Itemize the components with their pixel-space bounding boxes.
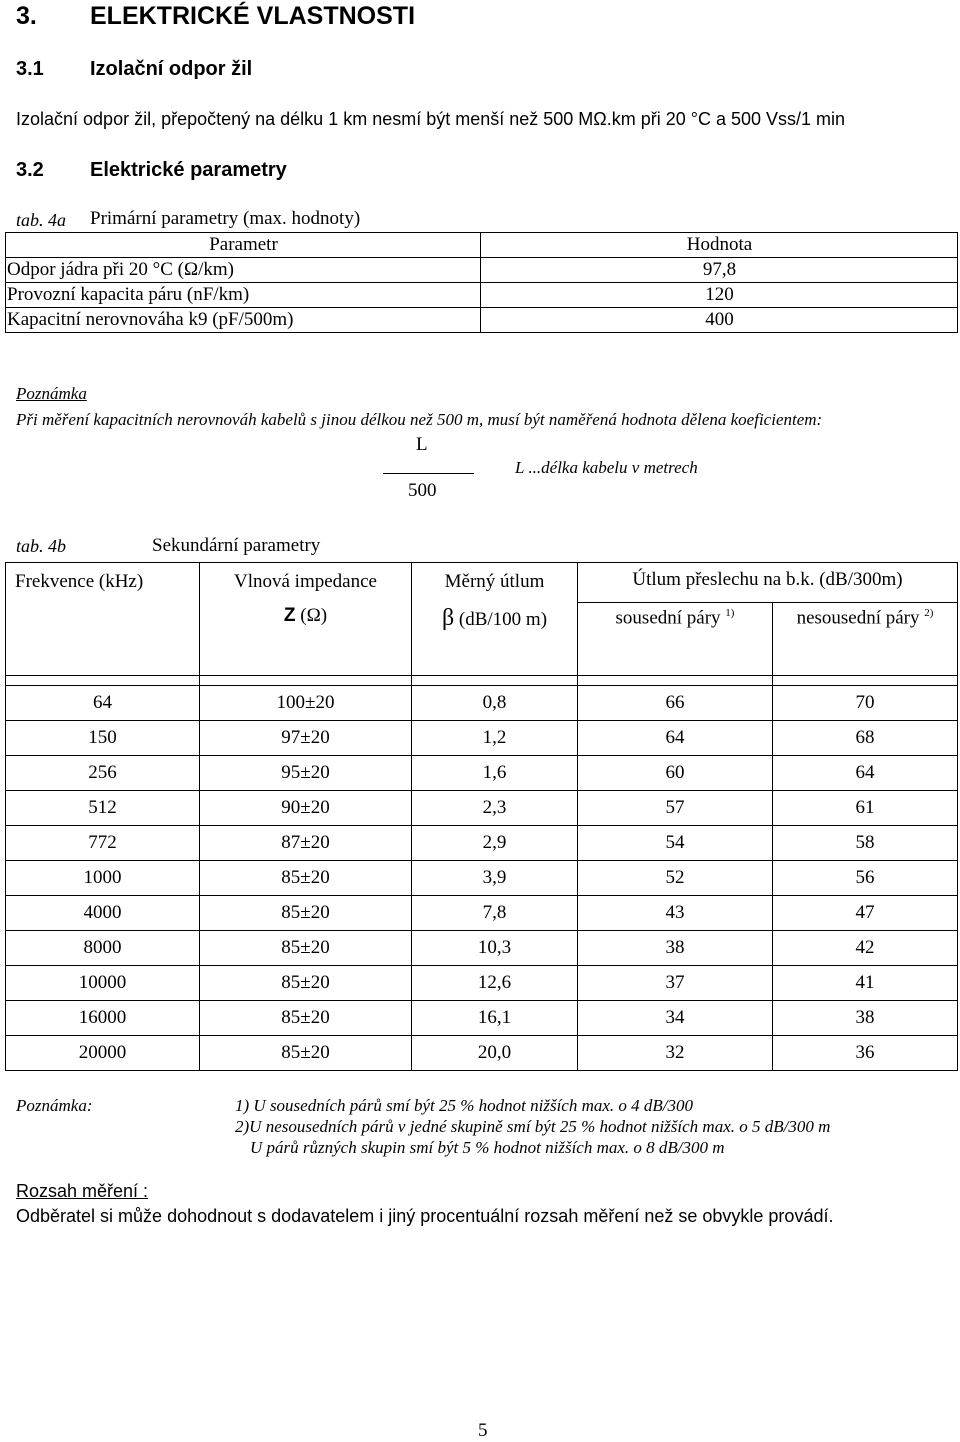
fraction-denominator: 500 [408,480,437,501]
frequency-cell: 4000 [6,896,200,931]
impedance-cell: 85±20 [200,896,412,931]
value-cell: 400 [481,308,958,333]
frequency-cell: 64 [6,686,200,721]
frequency-cell: 1000 [6,861,200,896]
value-cell: 120 [481,283,958,308]
impedance-cell: 85±20 [200,931,412,966]
attenuation-cell: 16,1 [412,1001,578,1036]
frequency-cell: 16000 [6,1001,200,1036]
attenuation-cell: 1,2 [412,721,578,756]
table-row [6,896,958,931]
impedance-unit: (Ω) [300,605,328,626]
subsection-title-1: Izolační odpor žil [90,58,253,80]
nonadjacent-crosstalk-cell: 68 [773,721,958,756]
frequency-cell: 10000 [6,966,200,1001]
header-frequency-label: Frekvence (kHz) [15,571,144,592]
param-cell: Kapacitní nerovnováha k9 (pF/500m) [6,308,481,333]
table-row [6,791,958,826]
frequency-cell: 20000 [6,1036,200,1071]
table-row [6,826,958,861]
tab4b-caption: Sekundární parametry [152,535,321,556]
footnote-title: Poznámka: [16,1096,93,1115]
header-adjacent-pairs [578,603,773,676]
adjacent-crosstalk-cell: 43 [578,896,773,931]
attenuation-cell: 20,0 [412,1036,578,1071]
header-nonadjacent-pairs [773,603,958,676]
spacer-cell [6,676,200,686]
header-impedance-unit-line [200,605,411,627]
nonadjacent-crosstalk-cell: 61 [773,791,958,826]
nonadjacent-crosstalk-cell: 64 [773,756,958,791]
page-number: 5 [478,1420,488,1441]
tab4a-caption: Primární parametry (max. hodnoty) [90,208,361,229]
impedance-cell: 85±20 [200,966,412,1001]
attenuation-cell: 2,9 [412,826,578,861]
frequency-cell: 772 [6,826,200,861]
header-crosstalk-label: Útlum přeslechu na b.k. (dB/300m) [632,569,903,590]
footnote-ref-2: 2) [924,607,934,620]
footnote-line-1: 1) U sousedních párů smí být 25 % hodnot nižších max. o 4 dB/300 [235,1096,694,1115]
header-nonadjacent-pairs-label: nesousední páry [796,607,920,629]
impedance-cell: 90±20 [200,791,412,826]
nonadjacent-crosstalk-cell: 41 [773,966,958,1001]
nonadjacent-crosstalk-cell: 58 [773,826,958,861]
footnote-line-3: U párů různých skupin smí být 5 % hodnot nižších max. o 8 dB/300 m [250,1138,725,1157]
table-row [6,308,958,333]
range-text: Odběratel si může dohodnout s dodavatelem i jiný procentuální rozsah měření než se obvykle provádí. [16,1206,834,1226]
fraction-numerator: L [416,434,428,455]
note-title: Poznámka [16,384,87,403]
beta-symbol: β [441,605,455,631]
attenuation-cell: 1,6 [412,756,578,791]
nonadjacent-crosstalk-cell: 47 [773,896,958,931]
attenuation-unit: (dB/100 m) [458,609,548,630]
attenuation-cell: 3,9 [412,861,578,896]
spacer-cell [200,676,412,686]
table-row [6,1036,958,1071]
table-header-row [6,563,958,603]
primary-parameters-table [5,232,958,333]
tab4b-label: tab. 4b [16,536,67,556]
adjacent-crosstalk-cell: 60 [578,756,773,791]
frequency-cell: 512 [6,791,200,826]
subsection-number-1: 3.1 [16,58,44,80]
range-title: Rozsah měření : [16,1181,149,1201]
spacer-row [6,676,958,686]
impedance-cell: 87±20 [200,826,412,861]
impedance-cell: 97±20 [200,721,412,756]
secondary-parameters-table [5,562,958,1071]
impedance-cell: 85±20 [200,861,412,896]
frequency-cell: 150 [6,721,200,756]
frequency-cell: 256 [6,756,200,791]
adjacent-crosstalk-cell: 52 [578,861,773,896]
header-attenuation-label: Měrný útlum [444,571,545,592]
param-cell: Provozní kapacita páru (nF/km) [6,283,481,308]
adjacent-crosstalk-cell: 54 [578,826,773,861]
table-row [6,756,958,791]
adjacent-crosstalk-cell: 66 [578,686,773,721]
spacer-cell [773,676,958,686]
adjacent-crosstalk-cell: 57 [578,791,773,826]
impedance-cell: 95±20 [200,756,412,791]
header-attenuation-unit-line [412,605,577,632]
length-legend: L ...délka kabelu v metrech [515,458,698,477]
table-row [6,258,958,283]
header-cell-hodnota: Hodnota [481,233,958,258]
header-attenuation [412,563,578,676]
param-cell: Odpor jádra při 20 °C (Ω/km) [6,258,481,283]
footnote-ref-1: 1) [725,607,735,620]
header-adjacent-pairs-label: sousední páry [615,607,721,629]
header-crosstalk [578,563,958,603]
impedance-cell: 85±20 [200,1001,412,1036]
note-text: Při měření kapacitních nerovnováh kabelů s jinou délkou než 500 m, musí být naměřená hodnota dělena koeficientem: [16,410,823,429]
header-impedance-label: Vlnová impedance [234,571,377,592]
table-row [6,721,958,756]
header-cell-parametr: Parametr [6,233,481,258]
adjacent-crosstalk-cell: 38 [578,931,773,966]
adjacent-crosstalk-cell: 32 [578,1036,773,1071]
footnote-line-2: 2)U nesousedních párů v jedné skupině smí být 25 % hodnot nižších max. o 5 dB/300 m [235,1117,831,1136]
nonadjacent-crosstalk-cell: 38 [773,1001,958,1036]
secondary-parameters-body [6,686,958,1071]
section-title: ELEKTRICKÉ VLASTNOSTI [90,2,416,30]
table-header-row [6,233,958,258]
table-row [6,861,958,896]
adjacent-crosstalk-cell: 34 [578,1001,773,1036]
adjacent-crosstalk-cell: 37 [578,966,773,1001]
fraction-line [383,473,474,474]
value-cell: 97,8 [481,258,958,283]
impedance-symbol: Z [283,605,296,626]
impedance-cell: 85±20 [200,1036,412,1071]
tab4a-label: tab. 4a [16,210,67,230]
subsection-number-2: 3.2 [16,159,44,181]
spacer-cell [412,676,578,686]
nonadjacent-crosstalk-cell: 70 [773,686,958,721]
table-row [6,966,958,1001]
spacer-cell [578,676,773,686]
nonadjacent-crosstalk-cell: 42 [773,931,958,966]
table-row [6,283,958,308]
table-row [6,931,958,966]
nonadjacent-crosstalk-cell: 56 [773,861,958,896]
nonadjacent-crosstalk-cell: 36 [773,1036,958,1071]
adjacent-crosstalk-cell: 64 [578,721,773,756]
attenuation-cell: 2,3 [412,791,578,826]
header-frequency [6,563,200,676]
insulation-resistance-text: Izolační odpor žil, přepočtený na délku 1 km nesmí být menší než 500 MΩ.km při 20 °C a 500 Vss/1 min [16,109,846,129]
impedance-cell: 100±20 [200,686,412,721]
table-row [6,686,958,721]
header-impedance [200,563,412,676]
frequency-cell: 8000 [6,931,200,966]
subsection-title-2: Elektrické parametry [90,159,287,181]
attenuation-cell: 0,8 [412,686,578,721]
section-number: 3. [16,2,37,30]
table-row [6,1001,958,1036]
attenuation-cell: 12,6 [412,966,578,1001]
attenuation-cell: 10,3 [412,931,578,966]
attenuation-cell: 7,8 [412,896,578,931]
